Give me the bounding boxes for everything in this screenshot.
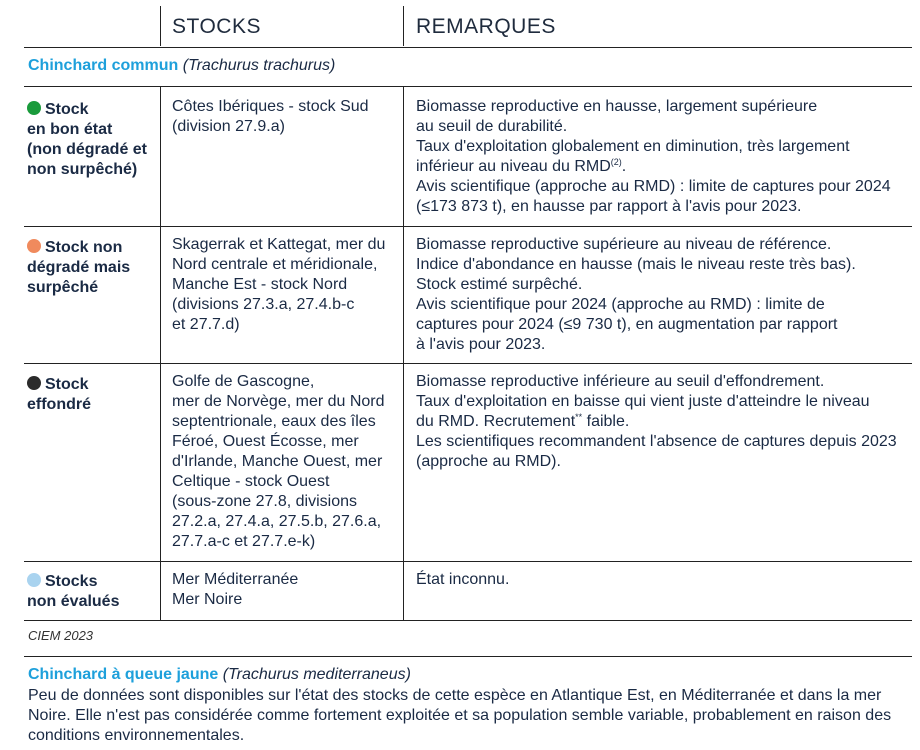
species2-paragraph: Peu de données sont disponibles sur l'état des stocks de cette espèce en Atlantique Est, en Méditerranée et dans la mer Noire. Elle n'est pas considérée comme fortement exploitée et sa population semble variable, probablement en raison des conditions environnementales.: [28, 687, 892, 744]
row-rule-3: [24, 561, 912, 562]
species2-top-rule: [24, 656, 912, 657]
status-good: Stock en bon état (non dégradé et non surpêché): [27, 101, 148, 178]
header-bottom-rule: [24, 47, 912, 48]
stock-cell-west: Golfe de Gascogne, mer de Norvège, mer du Nord septentrionale, eaux des îles Féroé, Ouest Écosse, mer d'Irlande, Manche Ouest, mer Celtique - stock Ouest (sous-zone 27.8, divisions 27.2.a, 27.4.a, 27.5.b, 27.6.a, 27.7.a-c et 27.7.e-k): [172, 373, 385, 550]
stock-cell-med: Mer Méditerranée Mer Noire: [172, 571, 299, 608]
table-bottom-rule: [24, 620, 912, 621]
column-header-stocks: STOCKS: [172, 15, 261, 38]
species-title-rule: [24, 86, 912, 87]
species-latin-name: (Trachurus trachurus): [182, 57, 336, 74]
header-divider-left: [160, 6, 161, 46]
species-title-common: [28, 57, 335, 75]
species2-latin-name: (Trachurus mediterraneus): [222, 666, 411, 683]
footnote-ref: (2): [610, 157, 622, 167]
row-rule-2: [24, 363, 912, 364]
orange-dot-icon: [27, 239, 41, 253]
row-rule-1: [24, 226, 912, 227]
remarks-cell-west: Biomasse reproductive inférieure au seuil d'effondrement. Taux d'exploitation en baisse qui vient juste d'atteindre le niveau du RMD. Recrutement** faible. Les scientifiques recommandent l'absence de captures depuis 2023 (approche au RMD).: [416, 373, 897, 470]
green-dot-icon: [27, 101, 41, 115]
species-common-name: Chinchard commun: [28, 57, 179, 74]
remarks-cell-med: État inconnu.: [416, 571, 510, 588]
stock-cell-north: Skagerrak et Kattegat, mer du Nord centrale et méridionale, Manche Est - stock Nord (divisions 27.3.a, 27.4.b-c et 27.7.d): [172, 236, 386, 333]
status-unassessed: Stocks non évalués: [27, 573, 120, 610]
column-header-remarks: REMARQUES: [416, 15, 556, 38]
status-collapsed: Stock effondré: [27, 376, 91, 413]
header-divider-right: [403, 6, 404, 46]
source-note: CIEM 2023: [28, 628, 94, 643]
species2-common-name: Chinchard à queue jaune: [28, 666, 219, 683]
remarks-cell-north: Biomasse reproductive supérieure au niveau de référence. Indice d'abondance en hausse (mais le niveau reste très bas). Stock estimé surpêché. Avis scientifique pour 2024 (approche au RMD) : limite de captures pour 2024 (≤9 730 t), en augmentation par rapport à l'avis pour 2023.: [416, 236, 856, 353]
stock-cell-iberian: Côtes Ibériques - stock Sud (division 27.9.a): [172, 98, 369, 135]
body-divider-left: [160, 87, 161, 620]
lightblue-dot-icon: [27, 573, 41, 587]
black-dot-icon: [27, 376, 41, 390]
status-overfished: Stock non dégradé mais surpêché: [27, 239, 131, 296]
body-divider-right: [403, 87, 404, 620]
remarks-cell-iberian: Biomasse reproductive en hausse, largement supérieure au seuil de durabilité. Taux d'exploitation globalement en diminution, très largement inférieur au niveau du RMD$^{(2)}$. Avis scientifique (approche au RMD) : limite de captures pour 2024 (≤173 873 t), en hausse par rapport à l'avis pour 2023.: [416, 98, 891, 215]
species2-title: [28, 666, 411, 684]
recruitment-footnote-mark: **: [575, 412, 583, 422]
